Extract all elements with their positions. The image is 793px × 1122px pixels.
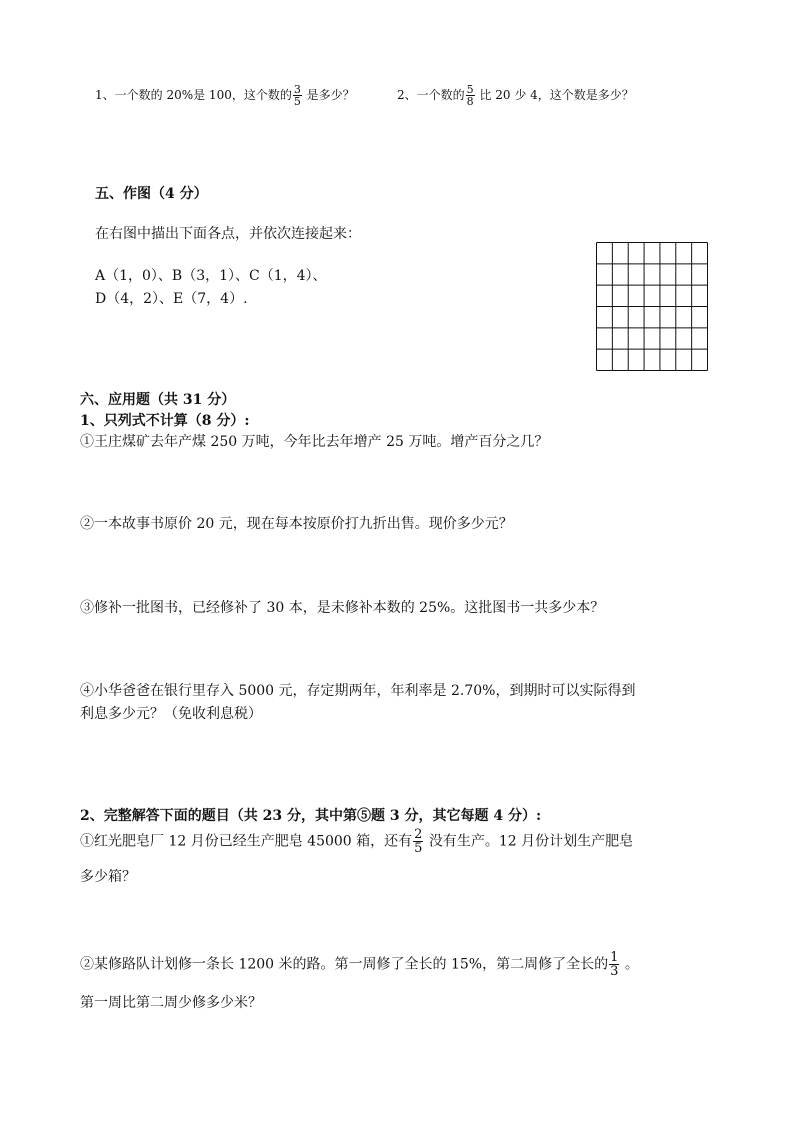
problem-6-2-2-text-end: 。 (620, 956, 639, 973)
problem-6-2-2-text: ②某修路队计划修一条长 1200 米的路。第一周修了全长的 15%，第二周修了全长的 (80, 956, 609, 973)
problem-6-1-4-line-1: ④小华爸爸在银行里存入 5000 元，存定期两年，年利率是 2.70%，到期时可以实际得到 (80, 683, 636, 699)
fraction-numerator: 1 (610, 950, 619, 965)
problem-6-2-1-text-end: 没有生产。12 月份计划生产肥皂 (424, 833, 634, 850)
problem-6-2-1-line-1 (80, 828, 633, 855)
problem-6-2-1-text: ①红光肥皂厂 12 月份已经生产肥皂 45000 箱，还有 (80, 833, 413, 850)
problem-2 (397, 84, 634, 107)
section-6-title: 六、应用题（共 31 分） (80, 392, 236, 408)
problem-1-text-end: 是多少？ (302, 88, 355, 102)
problem-1 (95, 84, 355, 107)
section-5-instruction: 在右图中描出下面各点，并依次连接起来： (95, 226, 361, 242)
fraction-denominator: 8 (466, 95, 474, 108)
problem-6-1-4-line-2: 利息多少元？（免收利息税） (80, 706, 262, 722)
fraction-2-5 (413, 828, 423, 855)
fraction-numerator: 3 (293, 83, 301, 96)
problem-6-2-2-line-2: 第一周比第二周少修多少米？ (80, 995, 262, 1011)
fraction-denominator: 5 (414, 841, 423, 856)
coordinate-grid (596, 242, 708, 371)
problem-6-2-2-line-1 (80, 951, 639, 978)
fraction-denominator: 5 (293, 95, 301, 108)
problem-6-2-1-line-2: 多少箱？ (80, 869, 136, 885)
points-line-1: A（1，0）、B（3，1）、C（1，4）、 (95, 268, 327, 284)
problem-6-1-2: ②一本故事书原价 20 元，现在每本按原价打九折出售。现价多少元？ (80, 516, 513, 532)
points-line-2: D（4，2）、E（7，4）. (95, 291, 248, 307)
problem-6-1-1: ①王庄煤矿去年产煤 250 万吨，今年比去年增产 25 万吨。增产百分之几？ (80, 434, 549, 450)
problem-1-text: 1、一个数的 20%是 100，这个数的 (95, 88, 292, 102)
fraction-1-3 (609, 951, 619, 978)
section-5-title: 五、作图（4 分） (95, 186, 208, 202)
fraction-numerator: 5 (466, 83, 474, 96)
problem-2-text-end: 比 20 少 4，这个数是多少？ (475, 88, 634, 102)
fraction-denominator: 3 (610, 964, 619, 979)
problem-2-text: 2、一个数的 (397, 88, 465, 102)
fraction-3-5 (293, 84, 302, 107)
fraction-numerator: 2 (414, 827, 423, 842)
part-2-title: 2、完整解答下面的题目（共 23 分，其中第⑤题 3 分，其它每题 4 分）: (80, 808, 542, 824)
fraction-5-8 (466, 84, 475, 107)
problem-6-1-3: ③修补一批图书，已经修补了 30 本，是未修补本数的 25%。这批图书一共多少本？ (80, 600, 605, 616)
part-1-title: 1、只列式不计算（8 分）: (80, 413, 250, 429)
